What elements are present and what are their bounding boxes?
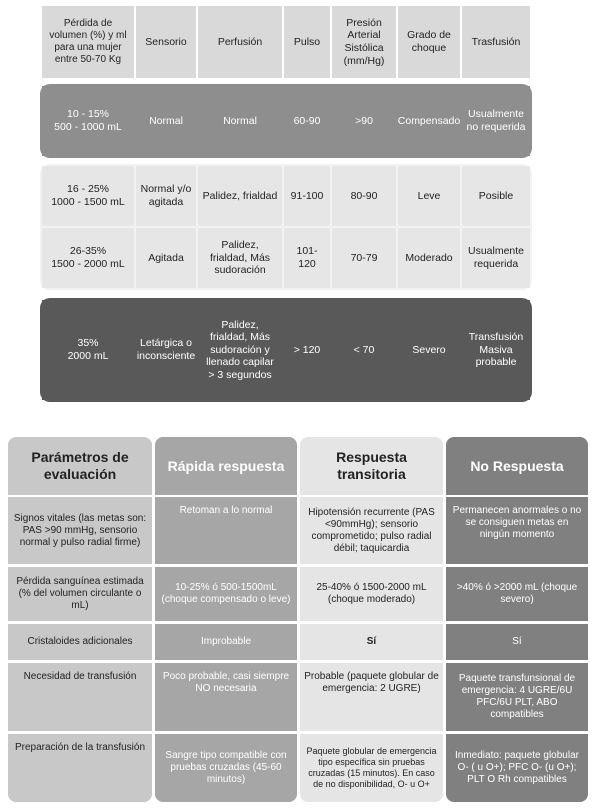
table1-row-1-pulso: 60-90 xyxy=(284,86,330,156)
table2-header-parametros: Parámetros de evaluación xyxy=(8,437,152,495)
table1-row-4-presion: < 70 xyxy=(332,300,396,400)
table2-row-3-rapida: Improbable xyxy=(155,624,297,660)
table1-row-3-volume: 26-35% 1500 - 2000 mL xyxy=(42,228,134,288)
table2-row-2-rapida: 10-25% ó 500-1500mL (choque compensado o leve) xyxy=(155,567,297,621)
table1-row-1-volume: 10 - 15% 500 - 1000 mL xyxy=(42,86,134,156)
table1-row-2-sensorio: Normal y/o agitada xyxy=(136,166,196,226)
table1-row-4-volume: 35% 2000 mL xyxy=(42,300,134,400)
table2-row-5-rapida: Sangre tipo compatible con pruebas cruzadas (45-60 minutos) xyxy=(155,734,297,802)
table1-row-2-transfusion: Posible xyxy=(462,166,530,226)
table2-row-5-no-respuesta: Inmediato: paquete globular O- ( u O+); PFC O- (u O+); PLT O Rh compatibles xyxy=(446,734,588,802)
table2-row-2-parametro: Pérdida sanguínea estimada (% del volumen circulante o mL) xyxy=(8,567,152,621)
table2-header-no-respuesta: No Respuesta xyxy=(446,437,588,495)
table1-row-1-presion: >90 xyxy=(332,86,396,156)
table1-row-4-grado: Severo xyxy=(398,300,460,400)
table1-row-2-volume: 16 - 25% 1000 - 1500 mL xyxy=(42,166,134,226)
table1-row-1-perfusion: Normal xyxy=(198,86,282,156)
table1-row-4-transfusion: Transfusión Masiva probable xyxy=(462,300,530,400)
table1-header-transfusion: Trasfusión xyxy=(462,6,530,78)
table2-row-4-no-respuesta: Paquete transfunsional de emergencia: 4 UGRE/6U PFC/6U PLT, ABO compatibles xyxy=(446,663,588,731)
table1-row-2-pulso: 91-100 xyxy=(284,166,330,226)
table2-row-1-parametro: Signos vitales (las metas son: PAS >90 mmHg, sensorio normal y pulso radial firme) xyxy=(8,497,152,564)
table2-row-4-parametro: Necesidad de transfusión xyxy=(8,663,152,731)
table2-row-1-rapida: Retoman a lo normal xyxy=(155,497,297,564)
table2-row-2-transitoria: 25-40% ó 1500-2000 mL (choque moderado) xyxy=(300,567,443,621)
table1-row-4-perfusion: Palidez, frialdad, Más sudoración y llenado capilar > 3 segundos xyxy=(198,300,282,400)
table2-row-5-transitoria: Paquete globular de emergencia tipo específica sin pruebas cruzadas (15 minutos). En caso de no disponibilidad, O- u O+ xyxy=(300,734,443,802)
table1-row-3-transfusion: Usualmente requerida xyxy=(462,228,530,288)
table1-row-4-pulso: > 120 xyxy=(284,300,330,400)
table1-row-3-presion: 70-79 xyxy=(332,228,396,288)
table2-header-rapida: Rápida respuesta xyxy=(155,437,297,495)
table2-header-transitoria: Respuesta transitoria xyxy=(300,437,443,495)
table2-row-1-no-respuesta: Permanecen anormales o no se consiguen metas en ningún momento xyxy=(446,497,588,564)
table1-row-1-sensorio: Normal xyxy=(136,86,196,156)
table1-header-sensorio: Sensorio xyxy=(136,6,196,78)
table2-row-1-transitoria: Hipotensión recurrente (PAS <90mmHg); sensorio comprometido; pulso radial débil; taquicardia xyxy=(300,497,443,564)
table2-row-5-parametro: Preparación de la transfusión xyxy=(8,734,152,802)
table2-row-3-transitoria: Sí xyxy=(300,624,443,660)
table2-row-2-no-respuesta: >40% ó >2000 mL (choque severo) xyxy=(446,567,588,621)
table1-header-pulso: Pulso xyxy=(284,6,330,78)
table1-row-3-grado: Moderado xyxy=(398,228,460,288)
table1-row-3-sensorio: Agitada xyxy=(136,228,196,288)
table2-row-3-no-respuesta: Sí xyxy=(446,624,588,660)
table1-header-perfusion: Perfusión xyxy=(198,6,282,78)
table2-row-4-transitoria: Probable (paquete globular de emergencia: 2 UGRE) xyxy=(300,663,443,731)
table1-row-4-sensorio: Letárgica o inconsciente xyxy=(136,300,196,400)
table2-row-3-parametro: Cristaloides adicionales xyxy=(8,624,152,660)
table1-row-1-grado: Compensado xyxy=(398,86,460,156)
table1-header-presion: Presión Arterial Sistólica (mm/Hg) xyxy=(332,6,396,78)
table1-row-1-transfusion: Usualmente no requerida xyxy=(462,86,530,156)
table1-header-volume-loss: Pérdida de volumen (%) y ml para una mujer entre 50-70 Kg xyxy=(42,6,134,78)
table1-row-3-pulso: 101-120 xyxy=(284,228,330,288)
table1-row-2-perfusion: Palidez, frialdad xyxy=(198,166,282,226)
table1-header-grado-choque: Grado de choque xyxy=(398,6,460,78)
table1-row-3-perfusion: Palidez, frialdad, Más sudoración xyxy=(198,228,282,288)
table1-row-2-grado: Leve xyxy=(398,166,460,226)
table1-row-2-presion: 80-90 xyxy=(332,166,396,226)
table2-row-4-rapida: Poco probable, casi siempre NO necesaria xyxy=(155,663,297,731)
